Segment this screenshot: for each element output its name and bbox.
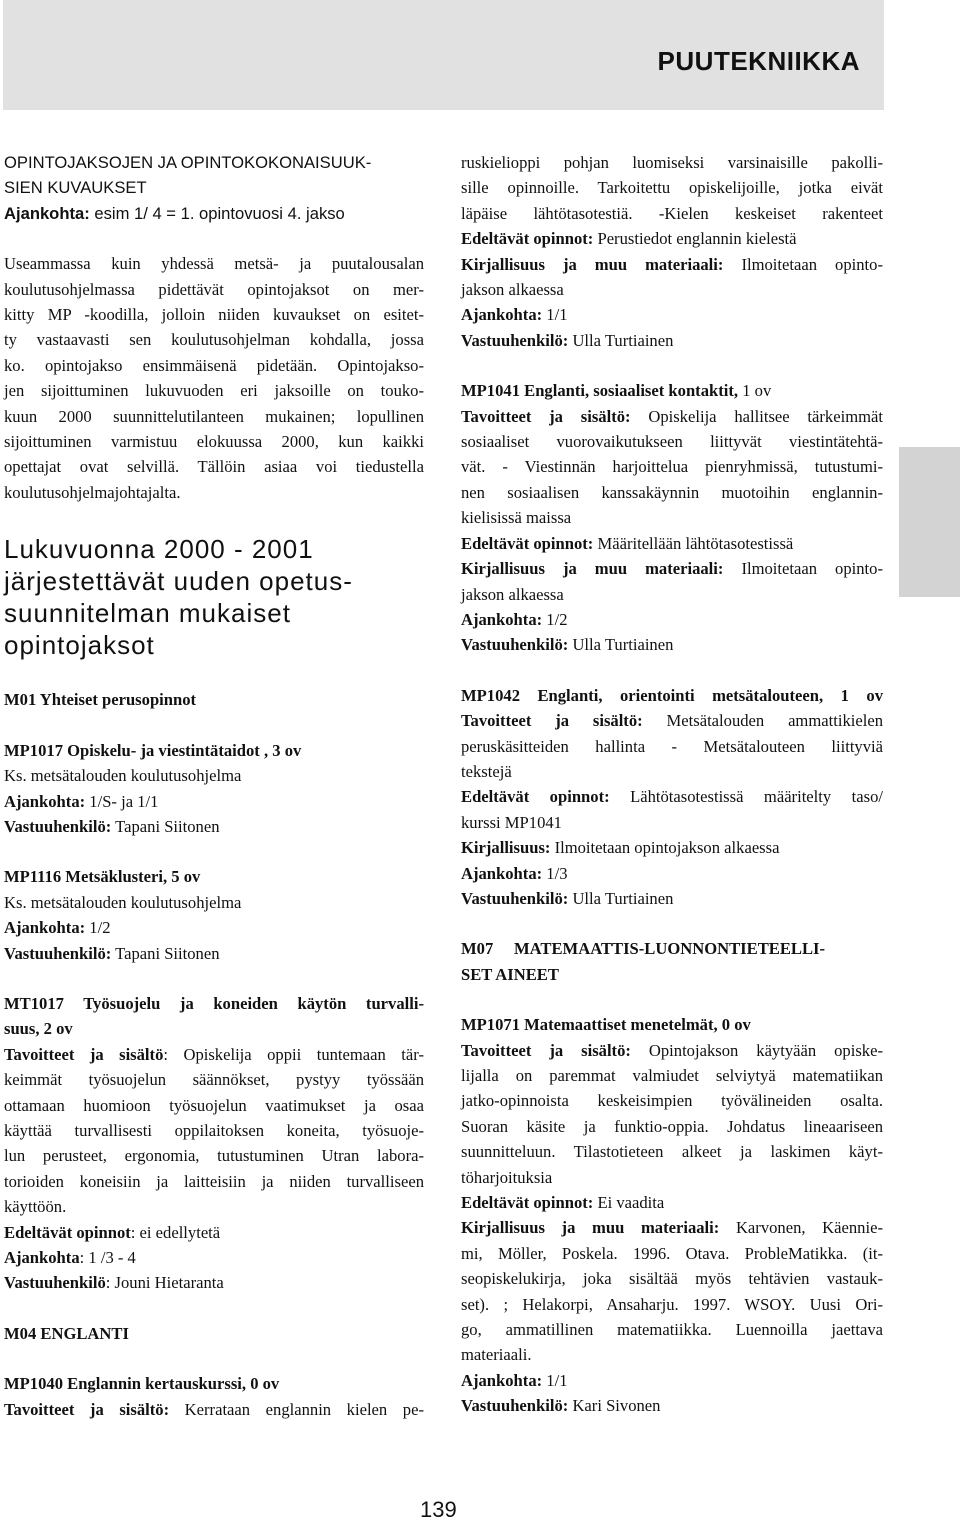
goal-line: sosiaaliset vuorovaikutukseen liittyvät viestintätehtä- xyxy=(461,432,883,452)
module-m07-heading-cont: SET AINEET xyxy=(461,964,559,984)
course-mp1042-when: Ajankohta: 1/3 xyxy=(461,863,568,883)
para-line: opettajat ovat selvillä. Tällöin asiaa voi tiedustella xyxy=(4,457,424,477)
para-line: koulutusohjelmajohtajalta. xyxy=(4,482,181,502)
course-mp1071-responsible: Vastuuhenkilö: Kari Sivonen xyxy=(461,1396,661,1416)
course-mp1071-prereq: Edeltävät opinnot: Ei vaadita xyxy=(461,1193,665,1213)
goal-line: kielisissä maissa xyxy=(461,508,572,528)
course-mp1116-title: MP1116 Metsäklusteri, 5 ov xyxy=(4,867,201,887)
course-mp1041-prereq: Edeltävät opinnot: Määritellään lähtötasotestissä xyxy=(461,533,794,553)
section-heading-line: järjestettävät uuden opetus- xyxy=(4,566,353,597)
course-mp1041-literature: Kirjallisuus ja muu materiaali: Ilmoitetaan opinto- xyxy=(461,559,883,579)
course-mp1071-literature: Kirjallisuus ja muu materiaali: Karvonen, Käennie- xyxy=(461,1218,883,1238)
course-mp1040-goals: Tavoitteet ja sisältö: Kerrataan englannin kielen pe- xyxy=(4,1399,424,1419)
para-line: ty vastaavasti sen koulutusohjelman kohdalla, jossa xyxy=(4,330,424,350)
page-number: 139 xyxy=(420,1497,457,1522)
course-mp1040-goals-cont: läpäise lähtötasotestiä. -Kielen keskeiset rakenteet xyxy=(461,203,883,223)
course-mp1040-goals-cont: sille opinnoille. Tarkoitettu opiskelijoille, jotka eivät xyxy=(461,178,883,198)
goal-line: keimmät työsuojelun säännökset, pystyy työssään xyxy=(4,1070,424,1090)
course-mp1041-literature-cont: jakson alkaessa xyxy=(461,584,564,604)
course-mp1116-when: Ajankohta: 1/2 xyxy=(4,918,111,938)
goal-line: tekstejä xyxy=(461,761,512,781)
course-mp1071-title: MP1071 Matemaattiset menetelmät, 0 ov xyxy=(461,1015,751,1035)
left-column xyxy=(4,150,424,1422)
para-line: jen sijoittuminen lukuvuoden eri jaksoille on touko- xyxy=(4,381,424,401)
goal-line: käyttöön. xyxy=(4,1197,67,1217)
course-mp1040-title: MP1040 Englannin kertauskurssi, 0 ov xyxy=(4,1374,280,1394)
goal-line: peruskäsitteiden hallinta - Metsätalouteen liittyviä xyxy=(461,736,883,756)
literature-line: set). ; Helakorpi, Ansaharju. 1997. WSOY. Uusi Ori- xyxy=(461,1294,883,1314)
course-mp1040-literature-cont: jakson alkaessa xyxy=(461,280,564,300)
goal-line: nen sosiaalisen kanssakäynnin muotoihin englannin- xyxy=(461,482,883,502)
intro-heading-line-1: OPINTOJAKSOJEN JA OPINTOKOKONAISUUK- xyxy=(4,153,372,172)
course-mt1017-prereq: Edeltävät opinnot: ei edellytetä xyxy=(4,1222,221,1242)
para-line: kitty MP -koodilla, jolloin niiden kuvaukset on esitet- xyxy=(4,305,424,325)
course-mp1071-when: Ajankohta: 1/1 xyxy=(461,1370,568,1390)
course-mp1041-goals: Tavoitteet ja sisältö: Opiskelija hallitsee tärkeimmät xyxy=(461,406,883,426)
course-mp1116-responsible: Vastuuhenkilö: Tapani Siitonen xyxy=(4,943,220,963)
para-line: ko. opintojakso ensimmäisenä pidetään. Opintojakso- xyxy=(4,355,424,375)
para-line: sijoittuminen varmistuu elokuussa 2000, kun kaikki xyxy=(4,432,424,452)
section-heading xyxy=(4,533,424,661)
goal-line: vät. - Viestinnän harjoittelua pienryhmissä, tutustumi- xyxy=(461,457,883,477)
section-heading-line: opintojaksot xyxy=(4,630,155,661)
para-line: kuun 2000 suunnittelutilanteen mukainen; lopullinen xyxy=(4,406,424,426)
goal-line: lijalla on paremmat valmiudet selviytyä matematiikan xyxy=(461,1066,883,1085)
course-mp1040-literature: Kirjallisuus ja muu materiaali: Ilmoitetaan opinto- xyxy=(461,254,883,274)
course-mp1042-goals: Tavoitteet ja sisältö: Metsätalouden ammattikielen xyxy=(461,711,883,731)
course-mp1040-responsible: Vastuuhenkilö: Ulla Turtiainen xyxy=(461,330,674,350)
goal-line: jatko-opinnoista keskeisimpien työvälineiden osalta. xyxy=(461,1091,883,1111)
course-mp1042-prereq-cont: kurssi MP1041 xyxy=(461,812,562,832)
course-mp1040-goals-cont: ruskielioppi pohjan luomiseksi varsinaisille pakolli- xyxy=(461,153,883,172)
goal-line: suunnitteluun. Tilastotieteen alkeet ja laskimen käyt- xyxy=(461,1142,883,1162)
course-mt1017-goals: Tavoitteet ja sisältö: Opiskelija oppii tuntemaan tär- xyxy=(4,1044,424,1064)
module-m07-heading: M07 MATEMAATTIS-LUONNONTIETEELLI- xyxy=(461,939,826,959)
course-mp1041-responsible: Vastuuhenkilö: Ulla Turtiainen xyxy=(461,635,674,655)
course-mp1017-ref: Ks. metsätalouden koulutusohjelma xyxy=(4,766,242,786)
course-mp1040-prereq: Edeltävät opinnot: Perustiedot englannin kielestä xyxy=(461,229,797,249)
intro-when: Ajankohta: esim 1/ 4 = 1. opintovuosi 4. jakso xyxy=(4,203,345,223)
course-mt1017-responsible: Vastuuhenkilö: Jouni Hietaranta xyxy=(4,1273,224,1293)
course-mp1042-literature: Kirjallisuus: Ilmoitetaan opintojakson alkaessa xyxy=(461,838,780,858)
goal-line: käyttää turvallisesti oppilaitoksen koneita, työsuoje- xyxy=(4,1120,424,1140)
module-m01-heading: M01 Yhteiset perusopinnot xyxy=(4,690,197,710)
right-column xyxy=(461,150,883,1419)
goal-line: torioiden koneisiin ja laitteisiin ja niiden turvalliseen xyxy=(4,1171,424,1191)
course-mp1040-when: Ajankohta: 1/1 xyxy=(461,305,568,325)
course-mt1017-title-cont: suus, 2 ov xyxy=(4,1019,73,1039)
goal-line: Suoran käsite ja funktio-oppia. Johdatus lineaariseen xyxy=(461,1116,883,1136)
intro-paragraph xyxy=(4,251,424,505)
course-mp1042-responsible: Vastuuhenkilö: Ulla Turtiainen xyxy=(461,888,674,908)
course-mp1071-goals: Tavoitteet ja sisältö: Opintojakson käytyään opiske- xyxy=(461,1040,883,1060)
course-mp1041-when: Ajankohta: 1/2 xyxy=(461,609,568,629)
intro-heading-line-2: SIEN KUVAUKSET xyxy=(4,178,147,198)
literature-line: go, ammatillinen matematiikka. Luennoilla jaettava xyxy=(461,1320,883,1340)
section-tab xyxy=(899,447,960,597)
section-heading-line: Lukuvuonna 2000 - 2001 xyxy=(4,534,314,565)
course-mp1017-responsible: Vastuuhenkilö: Tapani Siitonen xyxy=(4,816,220,836)
course-mp1116-ref: Ks. metsätalouden koulutusohjelma xyxy=(4,892,242,912)
literature-line: seopiskelukirja, joka sisältää myös tehtävien vastauk- xyxy=(461,1269,883,1289)
course-mt1017-title: MT1017 Työsuojelu ja koneiden käytön turvalli- xyxy=(4,993,424,1013)
course-mp1042-prereq: Edeltävät opinnot: Lähtötasotestissä määritelty taso/ xyxy=(461,787,883,807)
course-mp1017-title: MP1017 Opiskelu- ja viestintätaidot , 3 ov xyxy=(4,740,302,760)
module-m04-heading: M04 ENGLANTI xyxy=(4,1323,129,1343)
course-mp1017-when: Ajankohta: 1/S- ja 1/1 xyxy=(4,791,159,811)
para-line: koulutusohjelmassa pidettävät opintojaksot on mer- xyxy=(4,279,424,299)
header-band xyxy=(3,0,884,110)
goal-line: ottamaan huomioon työsuojelun vaatimukset ja osaa xyxy=(4,1095,424,1115)
para-line: Useammassa kuin yhdessä metsä- ja puutalousalan xyxy=(4,254,424,274)
course-mp1042-title: MP1042 Englanti, orientointi metsätalouteen, 1 ov xyxy=(461,685,883,705)
literature-line: mi, Möller, Poskela. 1996. Otava. ProbleMatikka. (it- xyxy=(461,1243,883,1263)
page-title: PUUTEKNIIKKA xyxy=(657,46,860,76)
literature-line: materiaali. xyxy=(461,1345,532,1365)
course-mp1041-title: MP1041 Englanti, sosiaaliset kontaktit, 1 ov xyxy=(461,381,772,401)
course-mt1017-when: Ajankohta: 1 /3 - 4 xyxy=(4,1248,136,1267)
goal-line: lun perusteet, ergonomia, tutustuminen Utran labora- xyxy=(4,1146,424,1166)
goal-line: töharjoituksia xyxy=(461,1167,553,1187)
section-heading-line: suunnitelman mukaiset xyxy=(4,598,291,629)
